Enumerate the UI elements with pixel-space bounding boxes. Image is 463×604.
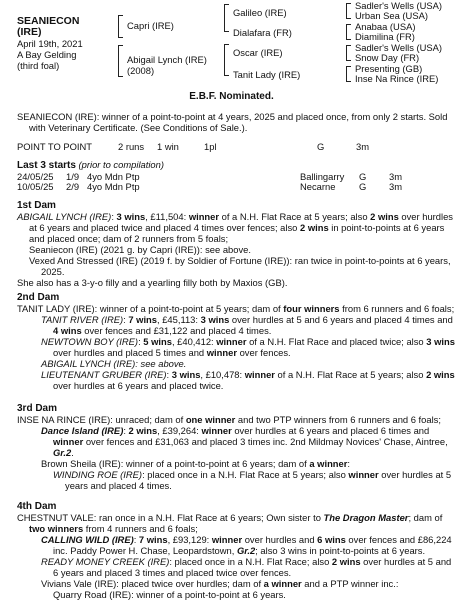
text: : xyxy=(347,458,350,469)
progeny-name: READY MONEY CREEK (IRE) xyxy=(41,556,170,567)
pedigree-sdd: Diamilina (FR) xyxy=(355,31,415,42)
wins-text: 5 wins xyxy=(143,336,172,347)
pedigree-sd: Dialafara (FR) xyxy=(233,27,292,38)
winner-text: winner xyxy=(348,469,379,480)
summary-text: SEANIECON (IRE): winner of a point-to-point at 4 years, 2025 and placed once, from only 2 starts. Sold with Veterinary Certificate. (See Conditions of Sale.). xyxy=(17,111,448,133)
progeny-name: TANIT RIVER (IRE) xyxy=(41,314,124,325)
first-dam-section xyxy=(17,200,455,288)
text: , £39,264: xyxy=(157,425,202,436)
foal-2: Vexed And Stressed (IRE) (2019 f. by Soldier of Fortune (IRE)): ran twice in point-to-points at 6 years, 2025. xyxy=(29,255,451,277)
section-title: 1st Dam xyxy=(17,200,56,211)
horse-description: A Bay Gelding xyxy=(17,49,77,60)
pedigree-dds: Presenting (GB) xyxy=(355,63,423,74)
progeny-item xyxy=(17,578,455,589)
text: over hurdles at 6 years and placed twice. xyxy=(53,380,224,391)
wins-text: 2 wins xyxy=(370,211,399,222)
winner-text: winner xyxy=(206,347,237,358)
progeny-name: LIEUTENANT GRUBER (IRE) xyxy=(41,369,167,380)
text: , £40,412: xyxy=(171,336,217,347)
winner-text: winner xyxy=(244,369,275,380)
progeny-item: NEWTOWN BOY (IRE): 5 wins, £40,412: winner of a N.H. Flat Race and placed twice; also 3 wins over hurdles and placed 5 times and winner over fences. xyxy=(41,336,455,358)
pedigree-sire: Capri (IRE) xyxy=(127,20,174,31)
progeny-item: ABIGAIL LYNCH (IRE): see above. xyxy=(41,358,187,369)
text: over fences. xyxy=(236,347,291,358)
pedigree-dam: Abigail Lynch (IRE) xyxy=(127,54,207,65)
wins-text: 7 wins xyxy=(138,534,168,545)
text: of a N.H. Flat Race and placed twice; also xyxy=(246,336,427,347)
text: TANIT LADY (IRE): winner of a point-to-point at 5 years; dam of xyxy=(17,303,284,314)
pedigree-sds: Anabaa (USA) xyxy=(355,21,416,32)
text: over hurdles and xyxy=(242,534,318,545)
winners-text: four winners xyxy=(283,303,340,314)
grade-text: Gr.2 xyxy=(236,545,256,556)
ebf-nominated: E.B.F. Nominated. xyxy=(189,91,274,102)
winner-text: a winner xyxy=(263,578,302,589)
text: from 4 runners and 6 foals; xyxy=(83,523,198,534)
row-position: 2/9 xyxy=(66,181,80,192)
row-date: 10/05/25 xyxy=(17,181,54,192)
row-course: Ballingarry xyxy=(300,171,345,182)
text: over fences and £31,063 and placed 3 times inc. 2nd Mildmay Novices' Chase, Aintree, xyxy=(83,436,448,447)
second-dam-section xyxy=(17,292,455,391)
ptp-label: POINT TO POINT xyxy=(17,141,93,152)
fourth-dam-section xyxy=(17,501,455,600)
dam-also: She also has a 3-y-o filly and a yearling filly both by Maxios (GB). xyxy=(17,277,288,288)
row-race: 4yo Mdn Ptp xyxy=(87,181,140,192)
summary xyxy=(17,111,455,133)
pedigree-ss: Galileo (IRE) xyxy=(233,7,287,18)
text: , £11,504: xyxy=(145,211,189,222)
wins-text: 3 wins xyxy=(200,314,230,325)
text: over hurdles at 5 and 6 years and placed 3 times and placed twice over fences. xyxy=(53,556,452,578)
row-distance: 3m xyxy=(389,171,403,182)
section-title: 3rd Dam xyxy=(17,403,58,414)
winner-text: winner xyxy=(211,534,243,545)
dam-name: ABIGAIL LYNCH (IRE) xyxy=(17,211,112,222)
wins-text: 6 wins xyxy=(317,534,346,545)
pedigree-dd: Tanit Lady (IRE) xyxy=(233,69,301,80)
text: from 6 runners and 6 foals; xyxy=(339,303,455,314)
horse-foal: (third foal) xyxy=(17,60,60,71)
text: over fences and £31,122 and placed 4 times. xyxy=(81,325,272,336)
pedigree-dsd: Snow Day (FR) xyxy=(355,52,420,63)
third-dam-section xyxy=(17,403,455,491)
ptp-distance: 3m xyxy=(356,141,370,152)
ptp-placed: 1pl xyxy=(204,141,217,152)
text: over hurdles at 6 years and placed 6 times and xyxy=(231,425,430,436)
winners-text: one winner xyxy=(185,414,236,425)
progeny-name: WINDING ROE (IRE) xyxy=(53,469,143,480)
horse-dob: April 19th, 2021 xyxy=(17,38,83,49)
text: CHESTNUT VALE: ran once in a N.H. Flat Race at 6 years; Own sister to xyxy=(17,512,324,523)
wins-text: 2 wins xyxy=(128,425,158,436)
text: . xyxy=(71,447,74,458)
second-dam-text xyxy=(17,303,455,314)
row-position: 1/9 xyxy=(66,171,80,182)
winner-text: winner xyxy=(201,425,232,436)
row-course: Necarne xyxy=(300,181,336,192)
text: , £10,478: xyxy=(200,369,245,380)
progeny-item xyxy=(17,469,455,491)
section-title: 4th Dam xyxy=(17,501,57,512)
wins-text: 3 wins xyxy=(116,211,146,222)
progeny-item xyxy=(17,556,455,578)
sss-brace xyxy=(346,3,351,19)
wins-text: 7 wins xyxy=(128,314,157,325)
wins-text: 3 wins xyxy=(426,336,455,347)
text: Vivians Vale (IRE): placed twice over hurdles; dam of xyxy=(41,578,264,589)
ptp-wins: 1 win xyxy=(157,141,179,152)
progeny-name: NEWTOWN BOY (IRE) xyxy=(41,336,139,347)
row-date: 24/05/25 xyxy=(17,171,54,182)
third-dam-text xyxy=(17,414,455,425)
progeny-item: CALLING WILD (IRE): 7 wins, £93,129: winner over hurdles and 6 wins over fences and £86,224 inc. Paddy Power H. Chase, Leopardstown, Gr.2; also 3 wins in point-to-points at 6 years. xyxy=(41,534,452,556)
text: , £45,113: xyxy=(157,314,201,325)
pedigree-dam-year: (2008) xyxy=(127,65,155,76)
text: Brown Sheila (IRE): winner of a point-to-point at 6 years; dam of xyxy=(41,458,310,469)
text: over hurdles at 5 years and placed 4 times. xyxy=(65,469,452,491)
text: over fences and £86,224 inc. Paddy Power H. Chase, Leopardstown, xyxy=(53,534,452,556)
foal-1: Seaniecon (IRE) (2021 g. by Capri (IRE)): see above. xyxy=(29,244,251,255)
progeny-item: Quarry Road (IRE): winner of a point-to-point at 6 years. xyxy=(53,589,286,600)
progeny-name: Dance Island (IRE) xyxy=(41,425,124,436)
text: ; also 3 wins in point-to-points at 6 years. xyxy=(255,545,426,556)
ds-brace xyxy=(224,44,229,76)
row-going: G xyxy=(359,181,367,192)
progeny-item: Dance Island (IRE): 2 wins, £39,264: winner over hurdles at 6 years and placed 6 times and winner over fences and £31,063 and placed 3 times inc. 2nd Mildmay Novices' Chase, Aintree, Gr.2. xyxy=(41,425,448,458)
wins-text: 4 wins xyxy=(53,325,82,336)
last-starts-title: Last 3 starts xyxy=(17,160,76,171)
horse-name-country: (IRE) xyxy=(17,26,42,38)
pedigree-ddd: Inse Na Rince (IRE) xyxy=(355,73,439,84)
first-dam-text: ABIGAIL LYNCH (IRE): 3 wins, £11,504: winner of a N.H. Flat Race at 5 years; also 2 wins over hurdles at 6 years and placed twice and placed 4 times over fences; also 2 wins in point-to-points at 6 years and placed once; dam of 2 runners from 5 foals; xyxy=(17,211,453,244)
text: ; dam of xyxy=(408,512,443,523)
winner-text: winner xyxy=(53,436,84,447)
horse-name: SEANIECON xyxy=(17,15,80,27)
fourth-dam-text xyxy=(17,512,455,534)
ptp-going: G xyxy=(317,141,325,152)
wins-text: 3 wins xyxy=(171,369,201,380)
progeny-item: TANIT RIVER (IRE): 7 wins, £45,113: 3 wins over hurdles at 5 and 6 years and placed 4 times and 4 wins over fences and £31,122 and placed 4 times. xyxy=(41,314,453,336)
ss-brace xyxy=(224,4,229,32)
progeny-item: LIEUTENANT GRUBER (IRE): 3 wins, £10,478: winner of a N.H. Flat Race at 5 years; also 2 wins over hurdles at 6 years and placed twice. xyxy=(41,369,455,391)
pedigree-ds: Oscar (IRE) xyxy=(233,47,283,58)
dss-brace xyxy=(346,45,351,61)
text: INSE NA RINCE (IRE): unraced; dam of xyxy=(17,414,186,425)
progeny-name: CALLING WILD (IRE) xyxy=(41,534,134,545)
row-going: G xyxy=(359,171,367,182)
pedigree-dss: Sadler's Wells (USA) xyxy=(355,42,443,53)
text: , £93,129: xyxy=(167,534,212,545)
text: of a N.H. Flat Race at 5 years; also xyxy=(219,211,371,222)
text: in point-to-points at 6 years and placed once; dam of 2 runners from 5 foals; xyxy=(29,222,445,244)
section-title: 2nd Dam xyxy=(17,292,60,303)
winner-text: winner xyxy=(188,211,220,222)
progeny-item xyxy=(17,458,455,469)
text: over hurdles and placed 5 times and xyxy=(53,347,207,358)
winners-text: two winners xyxy=(29,523,84,534)
pedigree-ssd: Urban Sea (USA) xyxy=(355,10,428,21)
row-distance: 3m xyxy=(389,181,403,192)
last-starts-note: (prior to compilation) xyxy=(78,159,164,170)
sds-brace xyxy=(346,24,351,40)
winner-text: winner xyxy=(216,336,247,347)
text: and two PTP winners from 6 runners and 6 foals; xyxy=(235,414,441,425)
pedigree-sss: Sadler's Wells (USA) xyxy=(355,0,443,11)
text: and a PTP winner inc.: xyxy=(301,578,399,589)
text: : placed once in a N.H. Flat Race; also xyxy=(169,556,332,567)
wins-text: 2 wins xyxy=(331,556,361,567)
dam-brace xyxy=(118,45,123,77)
winner-text: a winner xyxy=(309,458,348,469)
row-race: 4yo Mdn Ptp xyxy=(87,171,140,182)
text: : placed once in a N.H. Flat Race at 5 years; also xyxy=(142,469,349,480)
sibling-name: The Dragon Master xyxy=(323,512,409,523)
text: over hurdles at 5 and 6 years and placed 4 times and xyxy=(229,314,453,325)
wins-text: 2 wins xyxy=(426,369,455,380)
ptp-runs: 2 runs xyxy=(118,141,145,152)
sire-brace xyxy=(118,15,123,38)
grade-text: Gr.2 xyxy=(53,447,72,458)
wins-text: 2 wins xyxy=(300,222,329,233)
text: over hurdles at 6 years and placed twice and placed 4 times over fences; also xyxy=(29,211,453,233)
dds-brace xyxy=(346,66,351,82)
text: of a N.H. Flat Race at 5 years; also xyxy=(274,369,427,380)
